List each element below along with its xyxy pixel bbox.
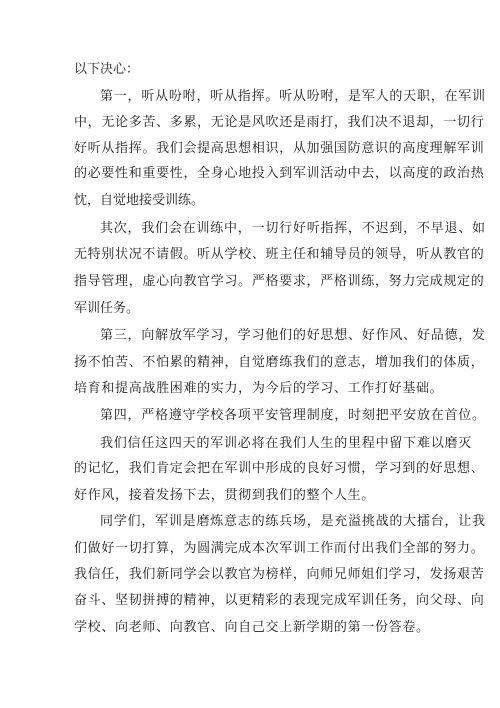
text-line: 学校、向老师、向教官、向自己交上新学期的第一份答卷。	[74, 620, 430, 635]
text-line: 奋斗、坚韧拼搏的精神，以更精彩的表现完成军训任务，向父母、向	[74, 593, 485, 608]
text-line: 以下决心：	[74, 62, 140, 77]
text-line: 指导管理，虚心向教官学习。严格要求，严格训练，努力完成规定的	[74, 274, 485, 289]
text-line: 同学们，军训是磨炼意志的练兵场，是充溢挑战的大擂台，让我	[100, 514, 486, 529]
text-line: 第一，听从吩咐，听从指挥。听从吩咐，是军人的天职，在军训	[100, 89, 486, 104]
text-line: 们做好一切打算，为圆满完成本次军训工作而付出我们全部的努力。	[74, 541, 485, 556]
text-line: 的必要性和重要性，全身心地投入到军训活动中去，以高度的政治热	[74, 166, 485, 181]
text-line: 好听从指挥。我们会提高思想相识，从加强国防意识的高度理解军训	[74, 141, 485, 156]
text-line: 无特别状况不请假。听从学校、班主任和辅导员的领导，听从教官的	[74, 247, 485, 262]
text-line: 第四，严格遵守学校各项平安管理制度，时刻把平安放在首位。	[100, 408, 486, 423]
text-line: 其次，我们会在训练中，一切行好听指挥，不迟到，不早退、如	[100, 221, 486, 236]
text-line: 军训任务。	[74, 301, 140, 316]
text-line: 培育和提高战胜困难的实力，为今后的学习、工作打好基础。	[74, 381, 444, 396]
text-line: 我信任，我们新同学会以教官为榜样，向师兄师姐们学习，发扬艰苦	[74, 567, 485, 582]
text-line: 好作风，接着发扬下去，贯彻到我们的整个人生。	[74, 488, 375, 503]
text-line: 扬不怕苦、不怕累的精神，自觉磨练我们的意志，增加我们的体质，	[74, 355, 485, 370]
text-line: 的记忆，我们肯定会把在军训中形成的良好习惯，学习到的好思想、	[74, 461, 485, 476]
text-line: 我们信任这四天的军训必将在我们人生的里程中留下难以磨灭	[100, 436, 473, 451]
text-line: 中，无论多苦、多累，无论是风吹还是雨打，我们决不退却，一切行	[74, 115, 485, 130]
text-line: 第三，向解放军学习，学习他们的好思想、好作风、好品德，发	[100, 328, 486, 343]
text-line: 忱，自觉地接受训练。	[74, 193, 205, 208]
